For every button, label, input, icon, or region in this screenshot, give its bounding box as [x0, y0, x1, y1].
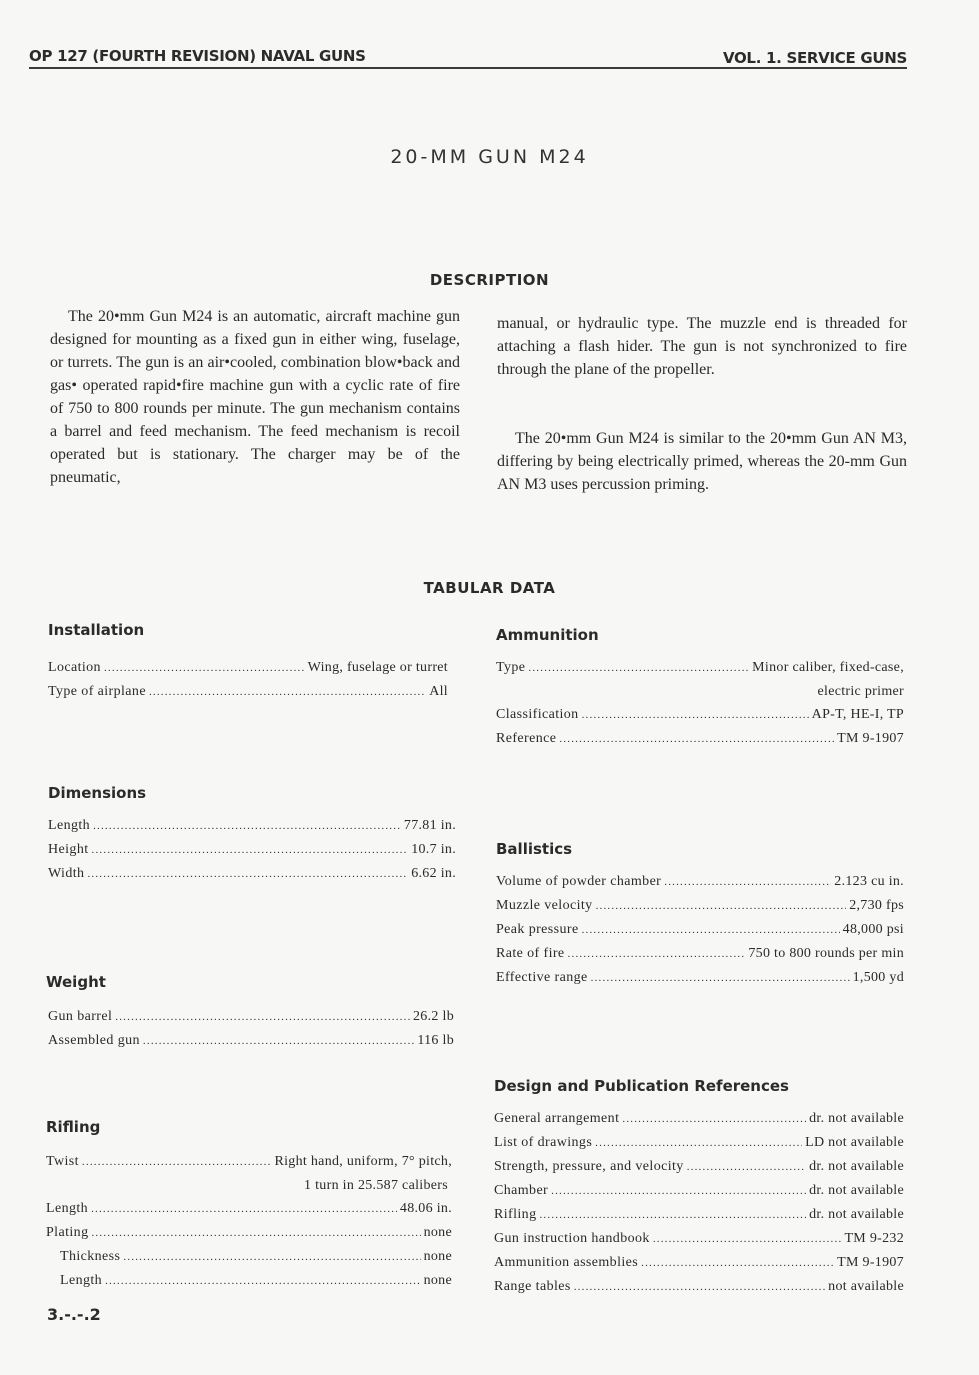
description-column-2: [497, 312, 907, 381]
row-label: Type: [496, 660, 526, 675]
row-label: Peak pressure: [496, 922, 579, 937]
row-label: Plating: [46, 1225, 89, 1240]
ammunition-row-continuation: [496, 680, 904, 703]
row-label: Height: [48, 842, 89, 857]
row-value: dr. not available: [809, 1159, 904, 1174]
row-value: none: [423, 1225, 452, 1240]
description-heading: DESCRIPTION: [429, 271, 550, 289]
leader-dots: [591, 967, 850, 990]
leader-dots: [91, 1222, 420, 1245]
row-label: Width: [48, 866, 85, 881]
weight-list: [48, 1005, 454, 1053]
weight-row: [48, 1005, 454, 1029]
ammunition-list: [496, 656, 904, 751]
references-row: [494, 1227, 904, 1251]
tabular-data-heading: TABULAR DATA: [423, 579, 556, 597]
leader-dots: [105, 1270, 421, 1293]
row-label: Type of airplane: [48, 684, 146, 699]
dimensions-row: [48, 838, 456, 862]
ballistics-row: [496, 918, 904, 942]
row-label: Assembled gun: [48, 1033, 140, 1048]
row-value: dr. not available: [809, 1183, 904, 1198]
rifling-row: [46, 1197, 452, 1221]
ammunition-row: [496, 727, 904, 751]
row-value: All: [429, 684, 448, 699]
row-value: none: [423, 1249, 452, 1264]
row-label: Ammunition assemblies: [494, 1255, 639, 1270]
ammunition-row: [496, 656, 904, 680]
ammunition-heading: Ammunition: [496, 626, 599, 644]
running-header: [29, 45, 907, 69]
leader-dots: [93, 815, 401, 838]
leader-dots: [596, 895, 847, 918]
description-text-2: manual, or hydraulic type. The muzzle end is threaded for attaching a flash hider. The gun is not synchronized to fire through the plane of the propeller.: [497, 315, 907, 378]
row-value: Right hand, uniform, 7° pitch,: [274, 1154, 452, 1169]
leader-dots: [92, 839, 409, 862]
leader-dots: [115, 1006, 410, 1029]
description-text-1: The 20•mm Gun M24 is an automatic, aircraft machine gun designed for mounting as a fixed gun in either wing, fuselage, or turrets. The gun is an air•cooled, combination blow•back and gas• operated rapid•fire machine gun with a cyclic rate of fire of 750 to 800 rounds per minute. The gun mechanism contains a barrel and feed mechanism. The feed mechanism is recoil operated but is stationary. The charger may be of the pneumatic,: [50, 308, 460, 486]
leader-dots: [559, 728, 834, 751]
row-value: TM 9-1907: [837, 1255, 904, 1270]
row-value-continuation: 1 turn in 25.587 calibers: [304, 1178, 448, 1193]
ballistics-list: [496, 870, 904, 990]
leader-dots: [687, 1156, 806, 1179]
ballistics-row: [496, 942, 904, 966]
leader-dots: [551, 1180, 806, 1203]
references-row: [494, 1179, 904, 1203]
row-value: TM 9-232: [844, 1231, 904, 1246]
leader-dots: [653, 1228, 842, 1251]
leader-dots: [641, 1252, 834, 1275]
installation-heading: Installation: [48, 621, 145, 639]
ballistics-heading: Ballistics: [496, 840, 573, 858]
row-label: Gun barrel: [48, 1009, 113, 1024]
row-value: 750 to 800 rounds per min: [748, 946, 904, 961]
row-value: 26.2 lb: [413, 1009, 454, 1024]
installation-row: [48, 656, 448, 680]
leader-dots: [123, 1246, 420, 1269]
row-value: 1,500 yd: [852, 970, 904, 985]
references-row: [494, 1107, 904, 1131]
row-value-continuation: electric primer: [817, 684, 904, 699]
row-label: Rate of fire: [496, 946, 565, 961]
row-value: AP-T, HE-I, TP: [811, 707, 904, 722]
leader-dots: [622, 1108, 806, 1131]
leader-dots: [595, 1132, 802, 1155]
rifling-row: [46, 1221, 452, 1245]
leader-dots: [664, 871, 831, 894]
row-label: Length: [46, 1201, 89, 1216]
row-label: Reference: [496, 731, 557, 746]
row-value: dr. not available: [809, 1207, 904, 1222]
references-row: [494, 1275, 904, 1299]
leader-dots: [149, 681, 426, 704]
dimensions-list: [48, 814, 456, 886]
dimensions-heading: Dimensions: [48, 784, 147, 802]
row-value: 2.123 cu in.: [834, 874, 904, 889]
references-row: [494, 1251, 904, 1275]
row-value: none: [423, 1273, 452, 1288]
weight-row: [48, 1029, 454, 1053]
leader-dots: [582, 704, 809, 727]
leader-dots: [104, 657, 305, 680]
dimensions-row: [48, 862, 456, 886]
row-label: Volume of powder chamber: [496, 874, 662, 889]
leader-dots: [91, 1198, 397, 1221]
installation-list: [48, 656, 448, 704]
references-row: [494, 1131, 904, 1155]
description-text-3: The 20•mm Gun M24 is similar to the 20•mm Gun AN M3, differing by being electrically primed, whereas the 20-mm Gun AN M3 uses percussion priming.: [497, 430, 907, 493]
description-column-1: [50, 305, 460, 489]
weight-heading: Weight: [46, 973, 106, 991]
leader-dots: [143, 1030, 414, 1053]
rifling-heading: Rifling: [46, 1118, 101, 1136]
references-heading: Design and Publication References: [494, 1077, 789, 1095]
rifling-row: [46, 1245, 452, 1269]
rifling-row: [46, 1150, 452, 1174]
rifling-row: [46, 1269, 452, 1293]
row-value: Wing, fuselage or turret: [307, 660, 448, 675]
header-volume: VOL. 1. SERVICE GUNS: [722, 49, 907, 67]
dimensions-row: [48, 814, 456, 838]
ballistics-row: [496, 894, 904, 918]
references-row: [494, 1203, 904, 1227]
header-publication: OP 127 (FOURTH REVISION) NAVAL GUNS: [29, 47, 366, 65]
row-label: Classification: [496, 707, 579, 722]
leader-dots: [528, 657, 749, 680]
row-value: 2,730 fps: [849, 898, 904, 913]
row-label: Length: [48, 818, 91, 833]
installation-row: [48, 680, 448, 704]
row-value: 116 lb: [417, 1033, 454, 1048]
row-value: dr. not available: [809, 1111, 904, 1126]
row-value: Minor caliber, fixed-case,: [752, 660, 904, 675]
row-value: 6.62 in.: [411, 866, 456, 881]
row-value: 48,000 psi: [842, 922, 904, 937]
leader-dots: [539, 1204, 806, 1227]
row-label: Range tables: [494, 1279, 571, 1294]
leader-dots: [82, 1151, 272, 1174]
leader-dots: [582, 919, 840, 942]
rifling-row-continuation: [46, 1174, 452, 1197]
row-label: List of drawings: [494, 1135, 593, 1150]
row-label: Rifling: [494, 1207, 537, 1222]
rifling-list: [46, 1150, 452, 1293]
row-value: 77.81 in.: [403, 818, 456, 833]
row-label: General arrangement: [494, 1111, 620, 1126]
leader-dots: [574, 1276, 825, 1299]
references-row: [494, 1155, 904, 1179]
row-label: Location: [48, 660, 101, 675]
row-label: Length: [60, 1273, 103, 1288]
row-value: not available: [828, 1279, 904, 1294]
row-value: LD not available: [805, 1135, 904, 1150]
row-label: Thickness: [60, 1249, 121, 1264]
row-value: 48.06 in.: [399, 1201, 452, 1216]
ammunition-row: [496, 703, 904, 727]
row-label: Effective range: [496, 970, 588, 985]
row-label: Muzzle velocity: [496, 898, 593, 913]
row-value: TM 9-1907: [837, 731, 904, 746]
row-value: 10.7 in.: [411, 842, 456, 857]
row-label: Gun instruction handbook: [494, 1231, 650, 1246]
ballistics-row: [496, 966, 904, 990]
row-label: Chamber: [494, 1183, 549, 1198]
row-label: Twist: [46, 1154, 79, 1169]
page-title: 20-MM GUN M24: [390, 146, 589, 168]
description-column-2b: [497, 427, 907, 496]
page-number: 3.-.-.2: [47, 1305, 101, 1324]
leader-dots: [87, 863, 408, 886]
leader-dots: [568, 943, 746, 966]
row-label: Strength, pressure, and velocity: [494, 1159, 684, 1174]
references-list: [494, 1107, 904, 1299]
ballistics-row: [496, 870, 904, 894]
